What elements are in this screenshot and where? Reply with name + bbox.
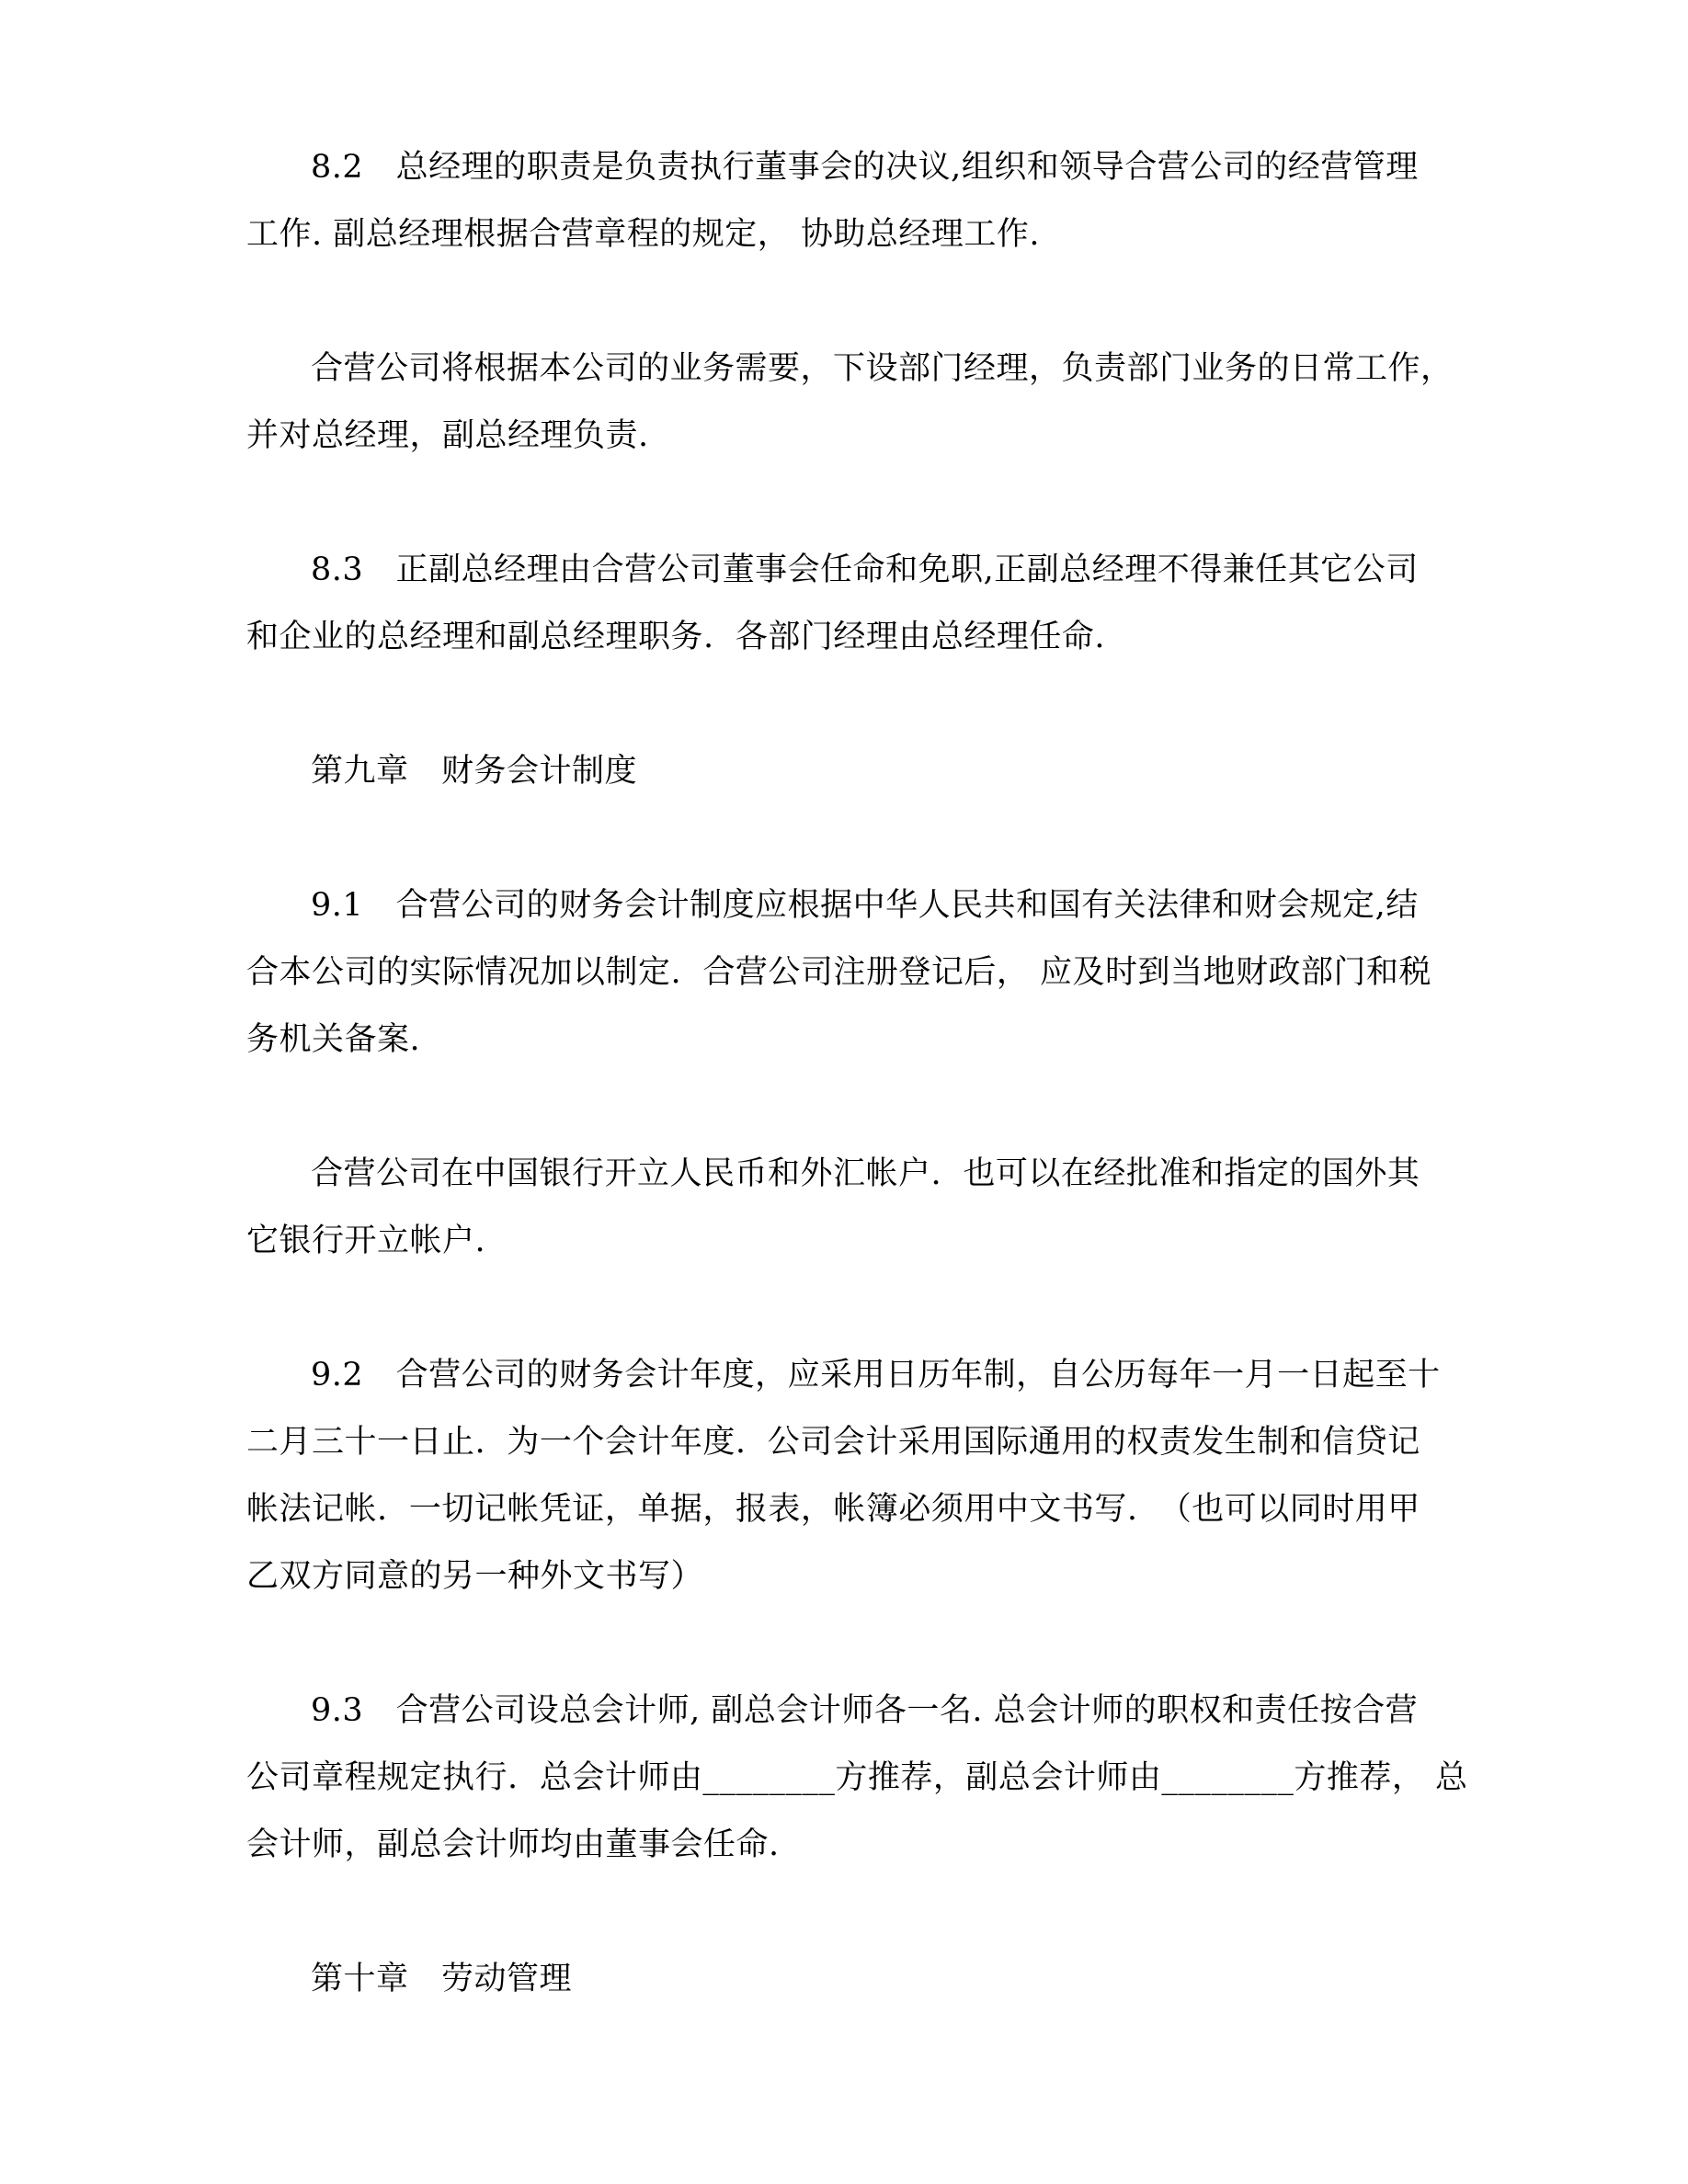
text-line: 合营公司将根据本公司的业务需要，下设部门经理，负责部门业务的日常工作， [311,350,1454,387]
text-line: 务机关备案. [246,1021,421,1058]
paragraph-clause-9-2 [246,1342,1443,1610]
text-line: 9.3 合营公司设总会计师, 副总会计师各一名. 总会计师的职权和责任按合营 [311,1692,1419,1729]
paragraph-clause-8-3 [246,537,1443,671]
text-line: 合本公司的实际情况加以制定. 合营公司注册登记后， 应及时到当地财政部门和税 [246,954,1432,991]
heading-chapter-10 [246,1946,1443,2013]
text-line: 9.2 合营公司的财务会计年度，应采用日历年制，自公历每年一月一日起至十 [311,1357,1441,1393]
paragraph-clause-9-1 [246,872,1443,1074]
text-line: 乙双方同意的另一种外文书写） [246,1558,704,1595]
paragraph-bank-accounts [246,1141,1443,1275]
text-line-with-blanks: 公司章程规定执行. 总会计师由________方推荐，副总会计师由________方推荐， 总 [246,1759,1468,1796]
paragraph-clause-8-2 [246,134,1443,268]
paragraph-dept-managers [246,336,1454,470]
text-line: 工作. 副总经理根据合营章程的规定， 协助总经理工作. [246,216,1041,253]
text-line: 和企业的总经理和副总经理职务. 各部门经理由总经理任命. [246,619,1106,655]
text-line: 会计师，副总会计师均由董事会任命. [246,1826,780,1863]
text-line: 并对总经理，副总经理负责. [246,417,649,454]
heading-chapter-9 [246,738,1443,805]
text-line: 二月三十一日止. 为一个会计年度. 公司会计采用国际通用的权责发生制和信贷记 [246,1424,1420,1461]
text-line: 9.1 合营公司的财务会计制度应根据中华人民共和国有关法律和财会规定,结 [311,887,1419,924]
paragraph-clause-9-3 [246,1678,1468,1879]
chapter-heading-text: 第九章 财务会计制度 [311,753,638,790]
text-line: 帐法记帐. 一切记帐凭证，单据，报表，帐簿必须用中文书写. （也可以同时用甲 [246,1491,1420,1528]
text-line: 合营公司在中国银行开立人民币和外汇帐户. 也可以在经批准和指定的国外其 [311,1155,1420,1192]
chapter-heading-text: 第十章 劳动管理 [311,1961,573,1997]
text-line: 8.3 正副总经理由合营公司董事会任命和免职,正副总经理不得兼任其它公司 [311,552,1419,588]
text-line: 8.2 总经理的职责是负责执行董事会的决议,组织和领导合营公司的经营管理 [311,149,1419,186]
text-line: 它银行开立帐户. [246,1223,486,1259]
